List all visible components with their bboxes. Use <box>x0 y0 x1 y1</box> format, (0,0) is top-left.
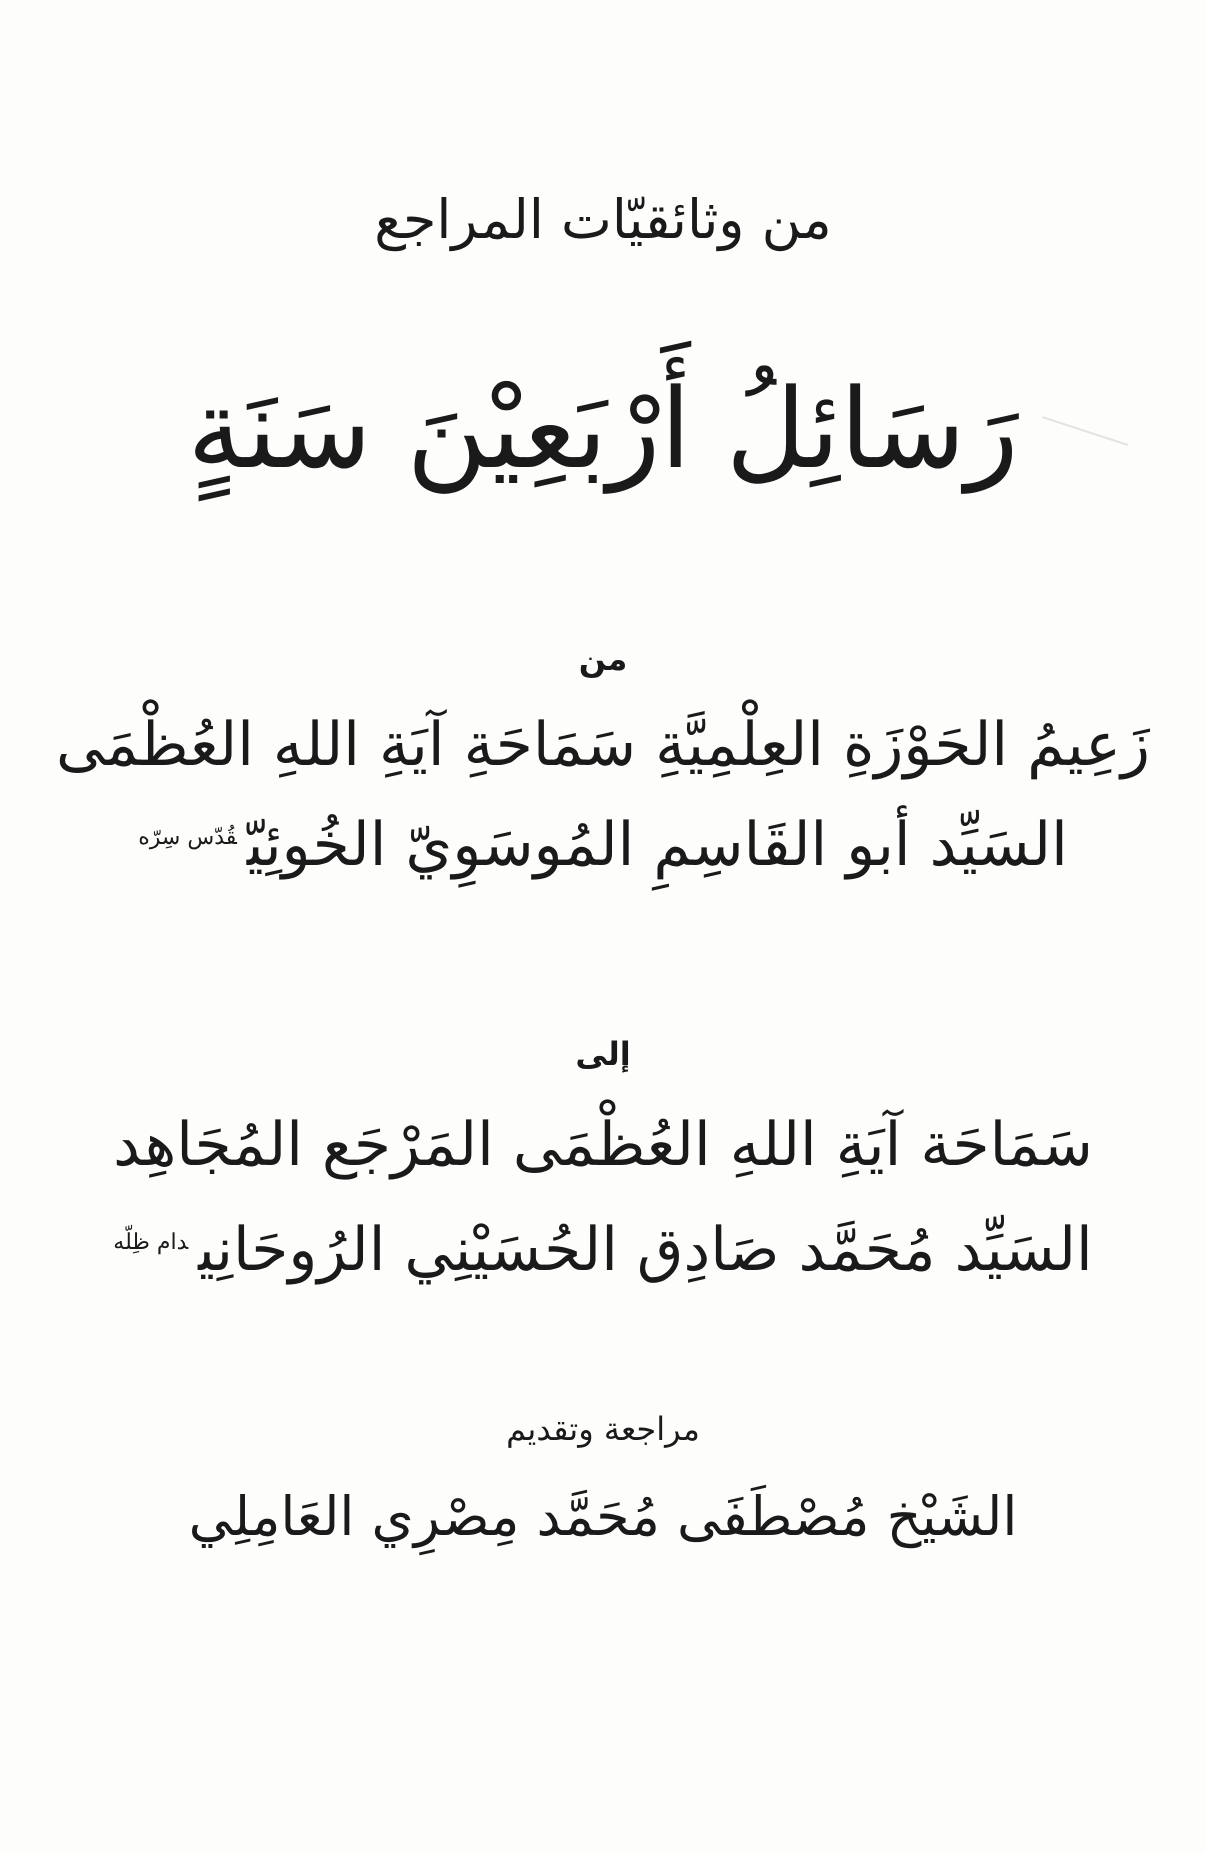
series-title: من وثائقيّات المراجع <box>374 188 832 251</box>
reviewer-name: الشَيْخ مُصْطَفَى مُحَمَّد مِصْرِي العَامِلِي <box>188 1485 1018 1548</box>
recipient-name-line <box>0 1215 1206 1285</box>
recipient-name: السَيِّد مُحَمَّد صَادِق الحُسَيْنِي الرُوحَانِي <box>198 1215 1093 1285</box>
sender-name: السَيِّد أبو القَاسِمِ المُوسَوِيّ الخُوئِيّ <box>246 810 1068 880</box>
sender-honorific: قُدّس سِرّه <box>138 825 237 850</box>
from-label: من <box>578 640 628 678</box>
recipient-honorific: دام ظِلّه <box>113 1230 189 1255</box>
sender-title-line: زَعِيمُ الحَوْزَةِ العِلْمِيَّةِ سَمَاحَةِ آيَةِ اللهِ العُظْمَى <box>56 710 1150 780</box>
book-title: رَسَائِلُ أَرْبَعِيْنَ سَنَةٍ <box>187 365 1019 493</box>
recipient-title-line: سَمَاحَة آيَةِ اللهِ العُظْمَى المَرْجَع المُجَاهِد <box>113 1110 1093 1180</box>
sender-name-line <box>0 810 1206 880</box>
review-label: مراجعة وتقديم <box>506 1410 700 1448</box>
to-label: إلى <box>575 1035 631 1073</box>
